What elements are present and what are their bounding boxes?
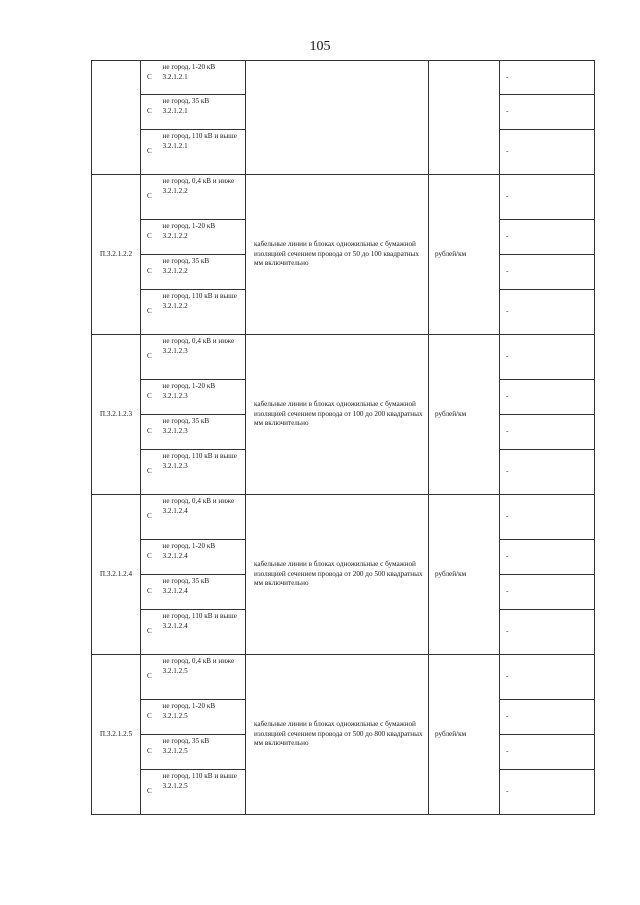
voltage-ref: 3.2.1.2.2 [162,301,188,310]
table-row [92,495,595,540]
voltage-cell [162,450,246,495]
voltage-cell [162,61,246,95]
voltage-label: не город, 1-20 кВ [162,382,216,390]
voltage-cell [162,175,246,220]
category-letter: С [141,220,162,255]
description-cell: кабельные линии в блоках одножильные с бумажной изоляцией сечением провода от 500 до 800 квадратных мм включительно [246,655,429,815]
value-cell: - [500,95,595,130]
tariff-table [91,60,595,815]
table-row [92,655,595,700]
item-code-cell: П.3.2.1.2.5 [92,655,141,815]
category-letter: С [141,95,162,130]
table-row [92,175,595,220]
page-number: 105 [309,39,331,54]
voltage-cell [162,130,246,175]
voltage-ref: 3.2.1.2.1 [162,141,188,150]
value-cell: - [500,540,595,575]
voltage-label: не город, 35 кВ [162,577,210,585]
item-code-cell [92,61,141,175]
voltage-label: не город, 0,4 кВ и ниже [162,337,235,345]
value-cell: - [500,290,595,335]
voltage-cell [162,380,246,415]
description-cell: кабельные линии в блоках одножильные с бумажной изоляцией сечением провода от 100 до 200 квадратных мм включительно [246,335,429,495]
voltage-ref: 3.2.1.2.4 [162,586,188,595]
voltage-cell [162,735,246,770]
voltage-cell [162,540,246,575]
voltage-label: не город, 110 кВ и выше [162,452,237,460]
voltage-ref: 3.2.1.2.5 [162,781,188,790]
category-letter: С [141,335,162,380]
voltage-label: не город, 1-20 кВ [162,63,216,71]
voltage-label: не город, 110 кВ и выше [162,292,237,300]
voltage-ref: 3.2.1.2.5 [162,746,188,755]
value-cell: - [500,700,595,735]
voltage-ref: 3.2.1.2.5 [162,711,188,720]
voltage-ref: 3.2.1.2.4 [162,621,188,630]
voltage-ref: 3.2.1.2.2 [162,266,188,275]
voltage-label: не город, 110 кВ и выше [162,772,237,780]
voltage-label: не город, 1-20 кВ [162,222,216,230]
voltage-label: не город, 0,4 кВ и ниже [162,177,235,185]
tariff-table-body [92,61,595,815]
item-code-cell: П.3.2.1.2.2 [92,175,141,335]
category-letter: С [141,255,162,290]
voltage-ref: 3.2.1.2.3 [162,426,188,435]
category-letter: С [141,130,162,175]
category-letter: С [141,61,162,95]
voltage-ref: 3.2.1.2.5 [162,666,188,675]
category-letter: С [141,495,162,540]
voltage-label: не город, 35 кВ [162,417,210,425]
value-cell: - [500,575,595,610]
value-cell: - [500,735,595,770]
voltage-cell [162,770,246,815]
value-cell: - [500,770,595,815]
voltage-cell [162,255,246,290]
value-cell: - [500,495,595,540]
unit-cell: рублей/км [429,495,500,655]
value-cell: - [500,450,595,495]
voltage-cell [162,335,246,380]
voltage-label: не город, 110 кВ и выше [162,132,237,140]
item-code-cell: П.3.2.1.2.3 [92,335,141,495]
voltage-label: не город, 35 кВ [162,257,210,265]
voltage-label: не город, 0,4 кВ и ниже [162,497,235,505]
voltage-label: не город, 1-20 кВ [162,542,216,550]
voltage-ref: 3.2.1.2.2 [162,186,188,195]
category-letter: С [141,735,162,770]
description-cell: кабельные линии в блоках одножильные с бумажной изоляцией сечением провода от 200 до 500 квадратных мм включительно [246,495,429,655]
voltage-ref: 3.2.1.2.3 [162,461,188,470]
description-cell: кабельные линии в блоках одножильные с бумажной изоляцией сечением провода от 50 до 100 квадратных мм включительно [246,175,429,335]
description-cell [246,61,429,175]
voltage-ref: 3.2.1.2.4 [162,551,188,560]
voltage-label: не город, 110 кВ и выше [162,612,237,620]
voltage-cell [162,415,246,450]
value-cell: - [500,610,595,655]
item-code-cell: П.3.2.1.2.4 [92,495,141,655]
category-letter: С [141,610,162,655]
voltage-cell [162,220,246,255]
voltage-ref: 3.2.1.2.1 [162,72,188,81]
voltage-ref: 3.2.1.2.3 [162,346,188,355]
category-letter: С [141,540,162,575]
value-cell: - [500,655,595,700]
category-letter: С [141,450,162,495]
category-letter: С [141,700,162,735]
unit-cell [429,61,500,175]
voltage-label: не город, 35 кВ [162,737,210,745]
voltage-ref: 3.2.1.2.3 [162,391,188,400]
unit-cell: рублей/км [429,335,500,495]
voltage-ref: 3.2.1.2.1 [162,106,188,115]
voltage-ref: 3.2.1.2.2 [162,231,188,240]
value-cell: - [500,61,595,95]
voltage-cell [162,655,246,700]
category-letter: С [141,770,162,815]
value-cell: - [500,335,595,380]
voltage-label: не город, 35 кВ [162,97,210,105]
category-letter: С [141,415,162,450]
category-letter: С [141,175,162,220]
unit-cell: рублей/км [429,655,500,815]
category-letter: С [141,575,162,610]
voltage-label: не город, 0,4 кВ и ниже [162,657,235,665]
voltage-cell [162,575,246,610]
category-letter: С [141,655,162,700]
table-row [92,335,595,380]
voltage-ref: 3.2.1.2.4 [162,506,188,515]
table-row [92,61,595,95]
voltage-label: не город, 1-20 кВ [162,702,216,710]
value-cell: - [500,255,595,290]
category-letter: С [141,290,162,335]
unit-cell: рублей/км [429,175,500,335]
value-cell: - [500,415,595,450]
category-letter: С [141,380,162,415]
value-cell: - [500,175,595,220]
value-cell: - [500,130,595,175]
voltage-cell [162,700,246,735]
voltage-cell [162,610,246,655]
value-cell: - [500,380,595,415]
voltage-cell [162,95,246,130]
voltage-cell [162,495,246,540]
voltage-cell [162,290,246,335]
value-cell: - [500,220,595,255]
